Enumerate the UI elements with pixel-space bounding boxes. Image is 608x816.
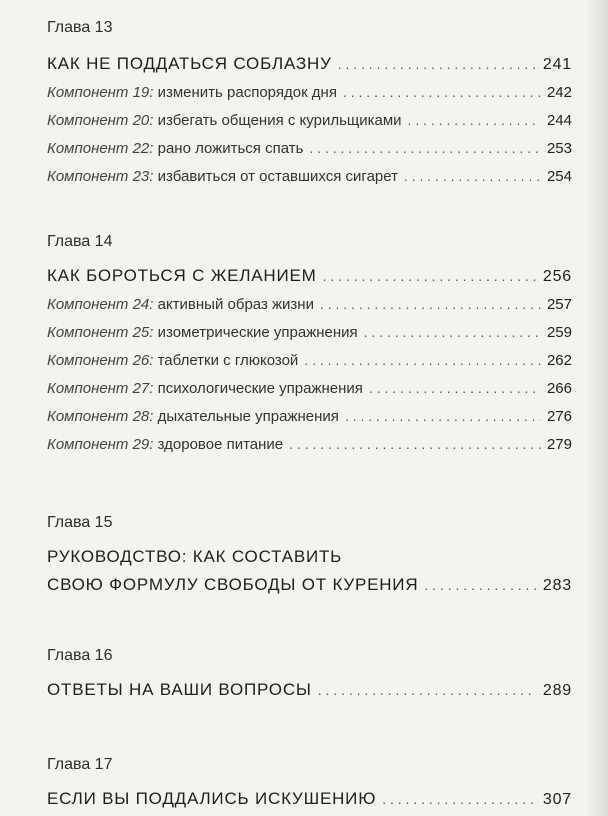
chapter-13 [47, 18, 572, 190]
page-number: 262 [546, 352, 572, 369]
chapter-title: КАК НЕ ПОДДАТЬСЯ СОБЛАЗНУ [47, 54, 332, 73]
chapter-title: ЕСЛИ ВЫ ПОДДАЛИСЬ ИСКУШЕНИЮ [47, 789, 377, 808]
component-title: избегать общения с курильщиками [157, 112, 402, 129]
chapter-17 [47, 755, 572, 813]
dot-leader [369, 374, 541, 402]
chapter-title-row[interactable] [47, 571, 572, 599]
entry-text [47, 431, 283, 459]
component-title: здоровое питание [157, 436, 284, 453]
chapter-title-row[interactable] [47, 676, 572, 704]
dot-leader [323, 262, 537, 290]
entry-text [47, 291, 314, 319]
component-prefix: Компонент 20: [47, 112, 154, 129]
component-title: психологические упражнения [157, 380, 363, 397]
component-title: дыхательные упражнения [157, 408, 339, 425]
dot-leader [404, 162, 541, 190]
component-prefix: Компонент 25: [47, 324, 154, 341]
page-number: 244 [546, 112, 572, 129]
chapter-title-row[interactable] [47, 262, 572, 290]
component-prefix: Компонент 29: [47, 436, 154, 453]
entry-text [47, 375, 363, 403]
dot-leader [338, 50, 537, 78]
toc-entry[interactable] [47, 106, 572, 134]
chapter-16 [47, 646, 572, 704]
dot-leader [345, 402, 541, 430]
page-number: 266 [546, 380, 572, 397]
toc-entry[interactable] [47, 318, 572, 346]
entry-text [47, 403, 339, 431]
chapter-title: СВОЮ ФОРМУЛУ СВОБОДЫ ОТ КУРЕНИЯ [47, 575, 419, 594]
entry-text [47, 319, 358, 347]
component-title: изменить распорядок дня [157, 84, 337, 101]
component-prefix: Компонент 22: [47, 140, 154, 157]
dot-leader [424, 571, 537, 599]
dot-leader [320, 290, 541, 318]
chapter-title-line1[interactable] [47, 543, 572, 571]
chapter-15 [47, 513, 572, 599]
component-title: таблетки с глюкозой [157, 352, 299, 369]
page-number: 307 [542, 791, 572, 808]
chapter-label: Глава 15 [47, 514, 113, 531]
page-number: 276 [546, 408, 572, 425]
dot-leader [408, 106, 541, 134]
page-edge-shadow [586, 0, 608, 816]
component-prefix: Компонент 27: [47, 380, 154, 397]
component-prefix: Компонент 19: [47, 84, 154, 101]
chapter-label: Глава 16 [47, 647, 113, 664]
page-number: 283 [542, 577, 572, 594]
dot-leader [318, 676, 537, 704]
page-number: 257 [546, 296, 572, 313]
component-prefix: Компонент 24: [47, 296, 154, 313]
chapter-title: КАК БОРОТЬСЯ С ЖЕЛАНИЕМ [47, 266, 317, 285]
page-number: 279 [546, 436, 572, 453]
toc-entry[interactable] [47, 430, 572, 458]
toc-entry[interactable] [47, 290, 572, 318]
component-prefix: Компонент 28: [47, 408, 154, 425]
dot-leader [382, 785, 537, 813]
page-number: 289 [542, 682, 572, 699]
page-number: 242 [546, 84, 572, 101]
page-number: 254 [546, 168, 572, 185]
chapter-title: РУКОВОДСТВО: КАК СОСТАВИТЬ [47, 547, 343, 566]
page-number: 259 [546, 324, 572, 341]
page-number: 256 [542, 268, 572, 285]
page-number: 253 [546, 140, 572, 157]
chapter-label: Глава 17 [47, 756, 113, 773]
component-title: рано ложиться спать [157, 140, 304, 157]
component-title: избавиться от оставшихся сигарет [157, 168, 398, 185]
entry-text [47, 347, 298, 375]
entry-text [47, 79, 337, 107]
entry-text [47, 135, 303, 163]
toc-entry[interactable] [47, 346, 572, 374]
toc-entry[interactable] [47, 402, 572, 430]
chapter-14 [47, 232, 572, 458]
component-prefix: Компонент 26: [47, 352, 154, 369]
chapter-label: Глава 14 [47, 233, 113, 250]
entry-text [47, 163, 398, 191]
toc-entry[interactable] [47, 78, 572, 106]
component-prefix: Компонент 23: [47, 168, 154, 185]
page-number: 241 [542, 56, 572, 73]
toc-entry[interactable] [47, 134, 572, 162]
component-title: изометрические упражнения [157, 324, 358, 341]
entry-text [47, 107, 402, 135]
dot-leader [364, 318, 541, 346]
chapter-label: Глава 13 [47, 19, 113, 36]
chapter-title: ОТВЕТЫ НА ВАШИ ВОПРОСЫ [47, 680, 312, 699]
toc-entry[interactable] [47, 374, 572, 402]
component-title: активный образ жизни [157, 296, 314, 313]
toc-entry[interactable] [47, 162, 572, 190]
dot-leader [309, 134, 541, 162]
chapter-title-row[interactable] [47, 785, 572, 813]
chapter-title-row[interactable] [47, 50, 572, 78]
dot-leader [289, 430, 541, 458]
dot-leader [304, 346, 541, 374]
dot-leader [343, 78, 541, 106]
